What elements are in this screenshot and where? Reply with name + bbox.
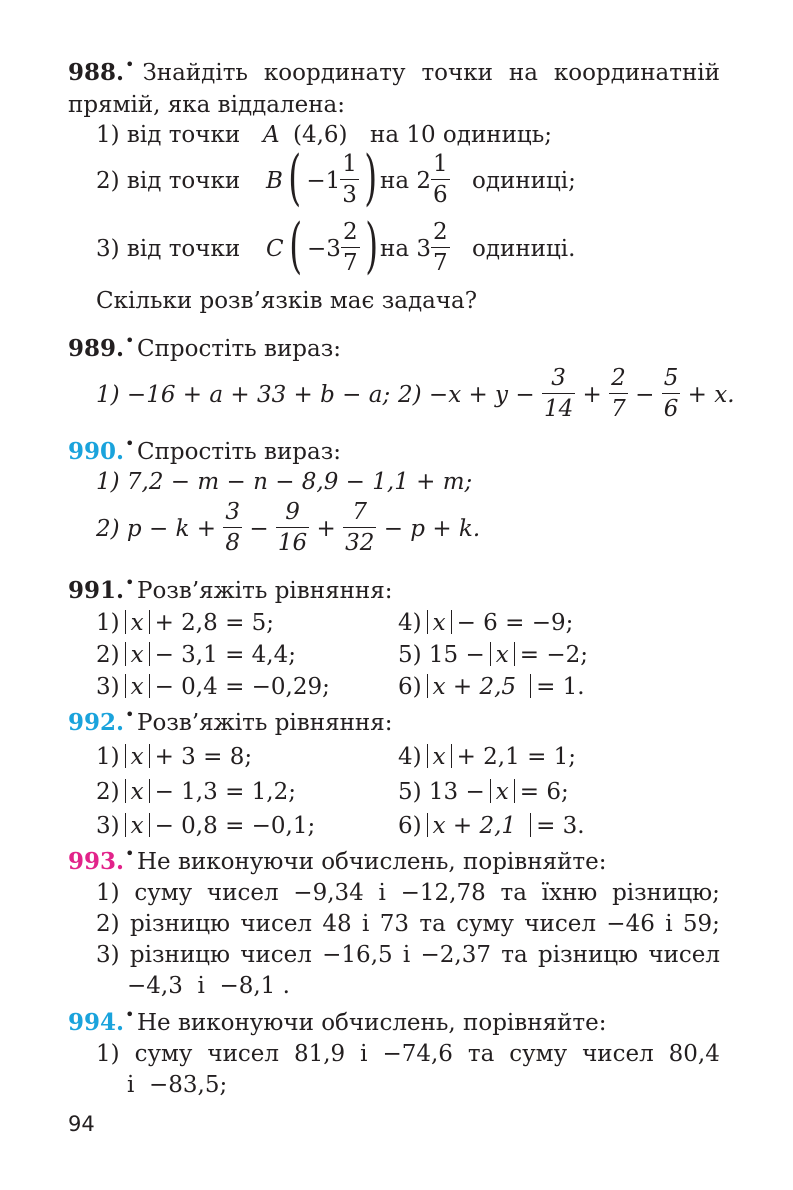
item-text: на 2: [380, 168, 431, 194]
expression: 1) −16 + a + 33 + b − a;: [96, 382, 391, 408]
problem-994-line2: [0, 1068, 793, 1102]
problem-988-item3: 3) від точки C( −3 $\frac{2}{7}$ ) на 3 $\frac{2}{7}$ одиниці.: [96, 211, 576, 281]
item-label: 3) від точки: [96, 236, 241, 262]
problem-992-header: [0, 706, 793, 740]
bullet-icon: •: [125, 331, 135, 350]
problem-number: 989.: [68, 335, 125, 362]
problem-988-question: [0, 284, 793, 318]
problem-993-line4: [0, 969, 793, 1003]
problem-993-header: [0, 845, 793, 879]
problem-text: прямій, яка віддалена:: [68, 92, 346, 118]
problem-text: Розв’яжіть рівняння:: [137, 710, 393, 736]
page-number: 94: [68, 1112, 95, 1136]
fraction: $\frac{5}{6}$: [663, 365, 679, 422]
problem-number: 991.: [68, 577, 125, 604]
problem-text: Не виконуючи обчислень, порівняйте:: [137, 1010, 607, 1036]
problem-991-header: [0, 574, 793, 608]
equation-row: 3) x − 0,8 = −0,1; 6) x + 2,1 = 3.: [96, 813, 585, 839]
problem-text: Розв’яжіть рівняння:: [137, 578, 393, 604]
problem-number: 994.: [68, 1009, 125, 1036]
point-name: B: [266, 168, 283, 194]
problem-988-line2: [0, 88, 793, 122]
problem-993-line1: 1) суму чисел −9,34 і −12,78 та їхню різницю;: [96, 880, 720, 906]
problem-number: 990.: [68, 438, 125, 465]
problem-text: Знайдіть координату точки на координатній: [142, 60, 720, 86]
equation-row: 2) x − 1,3 = 1,2; 5) 13 − x = 6;: [96, 779, 569, 805]
fraction: $\frac{2}{7}$: [342, 219, 358, 276]
mixed-whole: −3: [307, 236, 341, 262]
problem-text: Спростіть вираз:: [137, 336, 342, 362]
item-label: 1) від точки: [96, 122, 241, 148]
fraction: $\frac{9}{16}$: [277, 499, 308, 556]
fraction: $\frac{3}{8}$: [225, 499, 241, 556]
item-text: на 10 одиниць;: [370, 122, 552, 148]
equation-row: 3) x − 0,4 = −0,29; 6) x + 2,5 = 1.: [96, 674, 585, 700]
item-text: одиниці;: [472, 168, 576, 194]
point-name: A: [263, 122, 280, 148]
fraction: $\frac{2}{7}$: [433, 219, 448, 276]
problem-text: Не виконуючи обчислень, порівняйте:: [137, 849, 607, 875]
expression: 2) p − k +: [96, 516, 217, 542]
problem-988-item1: [0, 118, 793, 152]
fraction: $\frac{7}{32}$: [345, 499, 375, 556]
expression: 2) −x + y −: [398, 382, 535, 408]
bullet-icon: •: [125, 1005, 135, 1024]
bullet-icon: •: [125, 573, 135, 592]
fraction: $\frac{2}{7}$: [611, 365, 626, 422]
problem-994-header: [0, 1006, 793, 1040]
problem-number: 992.: [68, 709, 125, 736]
problem-988-header: [0, 56, 793, 90]
problem-number: 993.: [68, 848, 125, 875]
problem-988-item2: 2) від точки B( −1 $\frac{1}{3}$ ) на 2 $\frac{1}{6}$ одиниці;: [96, 143, 576, 213]
expression: 1) 7,2 − m − n − 8,9 − 1,1 + m;: [96, 469, 473, 495]
fraction: $\frac{3}{14}$: [543, 365, 574, 422]
problem-text: Спростіть вираз:: [137, 439, 342, 465]
problem-993-line2: 2) різницю чисел 48 і 73 та суму чисел −46 і 59;: [96, 911, 720, 937]
fraction: $\frac{1}{3}$: [342, 151, 357, 208]
point-name: C: [266, 236, 284, 262]
problem-993-line3: 3) різницю чисел −16,5 і −2,37 та різницю чисел: [96, 942, 720, 968]
problem-989-expressions: 1) −16 + a + 33 + b − a; 2) −x + y − $\frac{3}{14}$ + $\frac{2}{7}$ − $\frac{5}{6}$ + x.: [0, 362, 793, 428]
item-text: одиниці.: [472, 236, 576, 262]
equation-row: 1) x + 2,8 = 5; 4) x − 6 = −9;: [96, 610, 574, 636]
problem-990-expr2: 2) p − k + $\frac{3}{8}$ − $\frac{9}{16}$ + $\frac{7}{32}$ − p + k.: [96, 499, 481, 556]
problem-990-header: [0, 435, 793, 469]
problem-990-expr1: [0, 465, 793, 499]
point-coord: (4,6): [293, 122, 348, 148]
item-label: 2) від точки: [96, 168, 241, 194]
problem-text: −4,3 і −8,1 .: [127, 973, 290, 999]
bullet-icon: •: [125, 705, 135, 724]
item-text: на 3: [380, 236, 431, 262]
problem-text: Скільки розв’язків має задача?: [96, 288, 478, 314]
bullet-icon: •: [125, 844, 135, 863]
problem-994-line1: 1) суму чисел 81,9 і −74,6 та суму чисел 80,4: [96, 1041, 720, 1067]
problem-number: 988.: [68, 59, 125, 86]
bullet-icon: •: [125, 434, 135, 453]
equation-row: 2) x − 3,1 = 4,4; 5) 15 − x = −2;: [96, 642, 589, 668]
bullet-icon: •: [125, 55, 135, 74]
fraction: $\frac{1}{6}$: [433, 151, 448, 208]
problem-989-header: [0, 332, 793, 366]
mixed-whole: −1: [306, 168, 341, 194]
equation-row: 1) x + 3 = 8; 4) x + 2,1 = 1;: [96, 744, 577, 770]
problem-text: і −83,5;: [127, 1072, 228, 1098]
